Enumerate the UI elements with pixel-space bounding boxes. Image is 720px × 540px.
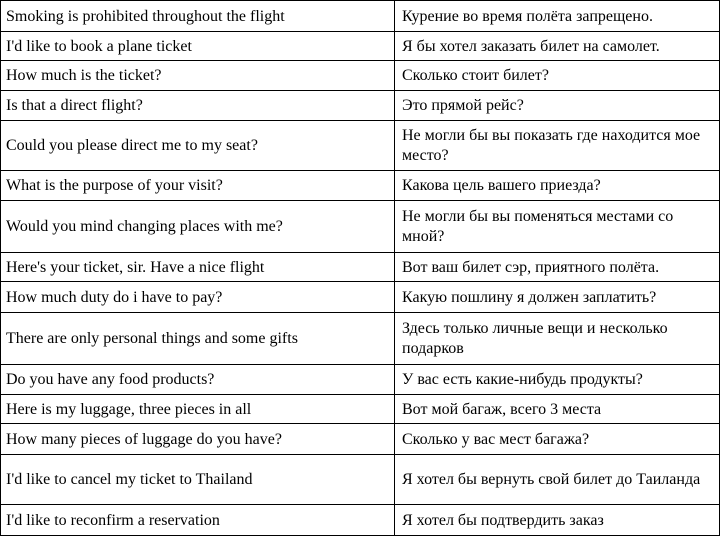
russian-translation: Я хотел бы вернуть свой билет до Таиланда <box>395 455 720 505</box>
english-phrase: I'd like to book a plane ticket <box>1 32 395 61</box>
english-phrase: Smoking is prohibited throughout the flight <box>1 1 395 32</box>
english-phrase: How much is the ticket? <box>1 61 395 91</box>
table-row <box>1 505 720 536</box>
russian-translation: Не могли бы вы поменяться местами со мной? <box>395 201 720 253</box>
russian-translation: Курение во время полёта запрещено. <box>395 1 720 32</box>
english-phrase: How many pieces of luggage do you have? <box>1 424 395 455</box>
english-phrase: There are only personal things and some gifts <box>1 313 395 365</box>
table-row <box>1 61 720 91</box>
russian-translation: Я бы хотел заказать билет на самолет. <box>395 32 720 61</box>
russian-translation: Это прямой рейс? <box>395 91 720 121</box>
english-phrase: What is the purpose of your visit? <box>1 171 395 201</box>
russian-translation: Вот мой багаж, всего 3 места <box>395 395 720 424</box>
table-row <box>1 253 720 282</box>
table-row <box>1 1 720 32</box>
english-phrase: Here is my luggage, three pieces in all <box>1 395 395 424</box>
table-row <box>1 91 720 121</box>
english-phrase: Could you please direct me to my seat? <box>1 121 395 171</box>
table-row <box>1 455 720 505</box>
russian-translation: Вот ваш билет сэр, приятного полёта. <box>395 253 720 282</box>
table-row <box>1 121 720 171</box>
table-row <box>1 32 720 61</box>
russian-translation: Какова цель вашего приезда? <box>395 171 720 201</box>
table-row <box>1 282 720 313</box>
table-row <box>1 365 720 395</box>
russian-translation: Я хотел бы подтвердить заказ <box>395 505 720 536</box>
english-phrase: Do you have any food products? <box>1 365 395 395</box>
english-phrase: How much duty do i have to pay? <box>1 282 395 313</box>
table-row <box>1 171 720 201</box>
table-row <box>1 201 720 253</box>
russian-translation: Здесь только личные вещи и несколько подарков <box>395 313 720 365</box>
table-row <box>1 395 720 424</box>
russian-translation: У вас есть какие-нибудь продукты? <box>395 365 720 395</box>
english-phrase: Here's your ticket, sir. Have a nice flight <box>1 253 395 282</box>
russian-translation: Сколько у вас мест багажа? <box>395 424 720 455</box>
russian-translation: Какую пошлину я должен заплатить? <box>395 282 720 313</box>
english-phrase: Would you mind changing places with me? <box>1 201 395 253</box>
english-phrase: I'd like to reconfirm a reservation <box>1 505 395 536</box>
english-phrase: I'd like to cancel my ticket to Thailand <box>1 455 395 505</box>
russian-translation: Сколько стоит билет? <box>395 61 720 91</box>
russian-translation: Не могли бы вы показать где находится мое место? <box>395 121 720 171</box>
english-phrase: Is that a direct flight? <box>1 91 395 121</box>
table-row <box>1 313 720 365</box>
table-row <box>1 424 720 455</box>
